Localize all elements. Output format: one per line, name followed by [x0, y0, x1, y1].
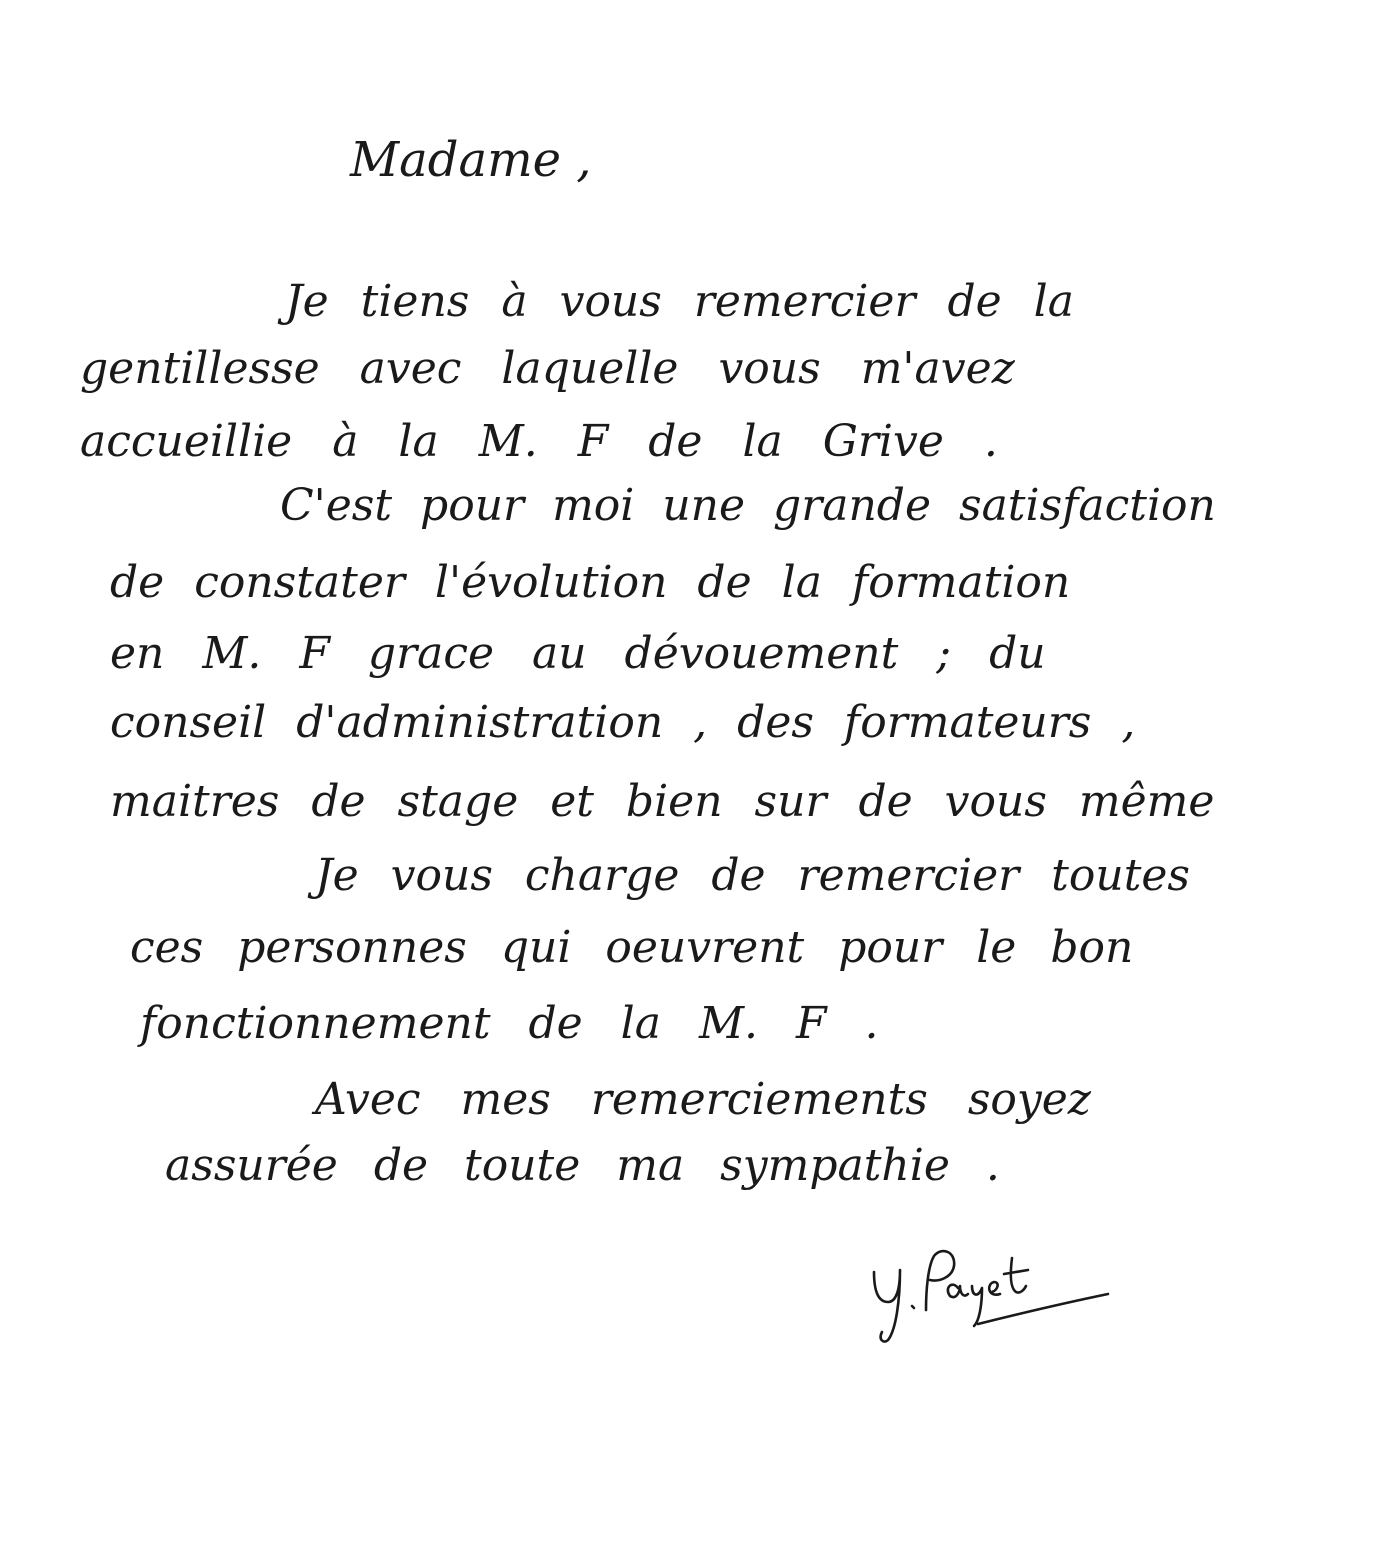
salutation: Madame ,	[350, 132, 592, 188]
letter-line-12: Avec mes remerciements soyez	[315, 1074, 1091, 1125]
letter-line-8: maitres de stage et bien sur de vous même	[110, 776, 1215, 827]
letter-line-2: gentillesse avec laquelle vous m'avez	[80, 343, 1015, 394]
letter-line-5: de constater l'évolution de la formation	[110, 557, 1071, 608]
letter-line-7: conseil d'administration , des formateurs ,	[110, 697, 1136, 748]
letter-line-6: en M. F grace au dévouement ; du	[110, 628, 1046, 679]
letter-line-11: fonctionnement de la M. F .	[140, 998, 879, 1049]
signature-drawing	[860, 1230, 1120, 1350]
letter-line-4: C'est pour moi une grande satisfaction	[280, 480, 1216, 531]
letter-line-3: accueillie à la M. F de la Grive .	[80, 416, 998, 467]
handwritten-signature	[860, 1230, 1120, 1350]
letter-line-9: Je vous charge de remercier toutes	[315, 850, 1190, 901]
letter-line-1: Je tiens à vous remercier de la	[285, 276, 1074, 327]
letter-line-13: assurée de toute ma sympathie .	[165, 1140, 1000, 1191]
letter-line-10: ces personnes qui oeuvrent pour le bon	[130, 922, 1134, 973]
